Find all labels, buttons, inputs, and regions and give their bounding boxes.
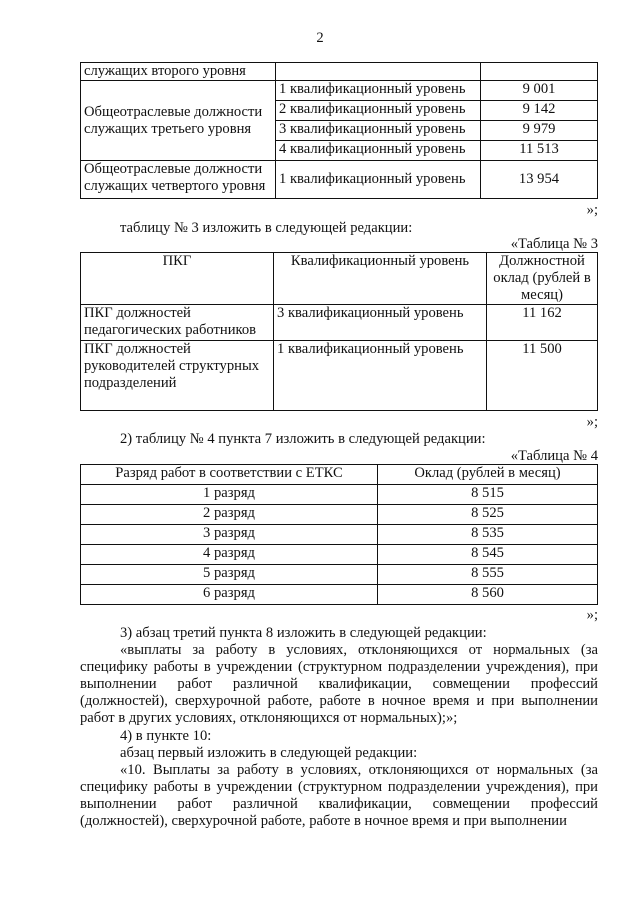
column-header: Оклад (рублей в месяц) <box>378 465 598 485</box>
salary-cell: 8 535 <box>378 525 598 545</box>
group-name: Общеотраслевые должности служащих третьего уровня <box>81 81 276 161</box>
intro-table3: таблицу № 3 изложить в следующей редакции: <box>120 220 413 236</box>
salary-cell: 8 560 <box>378 585 598 605</box>
end-mark: »; <box>586 202 598 218</box>
item-3-heading: 3) абзац третий пункта 8 изложить в следующей редакции: <box>120 625 487 641</box>
salary-cell: 8 545 <box>378 545 598 565</box>
salary-cell: 8 525 <box>378 505 598 525</box>
item-4-heading: 4) в пункте 10: <box>120 728 212 744</box>
table3-caption: «Таблица № 3 <box>510 236 598 252</box>
pkg-cell: ПКГ должностей руководителей структурных подразделений <box>81 341 274 411</box>
grade-cell: 1 разряд <box>81 485 378 505</box>
column-header: Должностной оклад (рублей в месяц) <box>487 253 598 305</box>
salary-cell: 9 001 <box>481 81 598 101</box>
table-cell <box>276 63 481 81</box>
salary-cell: 9 142 <box>481 101 598 121</box>
page-number: 2 <box>316 30 324 46</box>
item-4-text: «10. Выплаты за работу в условиях, отклоняющихся от нормальных (за специфику работы в учреждении (структурном подразделении учреждения), при выполнении работ различной квалификации, совмещении профессий (должностей), сверхурочной работе, работе в ночное время и при выполнении <box>80 762 598 829</box>
column-header: ПКГ <box>81 253 274 305</box>
level-cell: 3 квалификационный уровень <box>276 121 481 141</box>
salary-cell: 9 979 <box>481 121 598 141</box>
table-4 <box>80 464 598 605</box>
level-cell: 4 квалификационный уровень <box>276 141 481 161</box>
level-cell: 1 квалификационный уровень <box>274 341 487 411</box>
grade-cell: 2 разряд <box>81 505 378 525</box>
salary-cell: 8 515 <box>378 485 598 505</box>
grade-cell: 4 разряд <box>81 545 378 565</box>
level-cell: 1 квалификационный уровень <box>276 81 481 101</box>
item-3-text: «выплаты за работу в условиях, отклоняющихся от нормальных (за специфику работы в учреждении (структурном подразделении учреждения), при выполнении работ различной квалификации, совмещении профессий (должностей), сверхурочной работе, работе в ночное время и при выполнении работ в других условиях, отклоняющихся от нормальных);»; <box>80 642 598 726</box>
level-cell: 2 квалификационный уровень <box>276 101 481 121</box>
table4-caption: «Таблица № 4 <box>510 448 598 464</box>
salary-cell: 8 555 <box>378 565 598 585</box>
grade-cell: 5 разряд <box>81 565 378 585</box>
salary-table-continuation <box>80 62 598 199</box>
pkg-cell: ПКГ должностей педагогических работников <box>81 305 274 341</box>
table-3 <box>80 252 598 411</box>
table-cell: служащих второго уровня <box>81 63 276 81</box>
salary-cell: 11 513 <box>481 141 598 161</box>
intro-table4: 2) таблицу № 4 пункта 7 изложить в следующей редакции: <box>120 431 486 447</box>
column-header: Разряд работ в соответствии с ЕТКС <box>81 465 378 485</box>
end-mark: »; <box>586 607 598 623</box>
grade-cell: 6 разряд <box>81 585 378 605</box>
level-cell: 3 квалификационный уровень <box>274 305 487 341</box>
salary-cell: 11 162 <box>487 305 598 341</box>
salary-cell: 13 954 <box>481 161 598 199</box>
column-header: Квалификационный уровень <box>274 253 487 305</box>
table-cell <box>481 63 598 81</box>
level-cell: 1 квалификационный уровень <box>276 161 481 199</box>
item-4-subheading: абзац первый изложить в следующей редакции: <box>120 745 418 761</box>
group-name: Общеотраслевые должности служащих четвертого уровня <box>81 161 276 199</box>
grade-cell: 3 разряд <box>81 525 378 545</box>
salary-cell: 11 500 <box>487 341 598 411</box>
end-mark: »; <box>586 414 598 430</box>
